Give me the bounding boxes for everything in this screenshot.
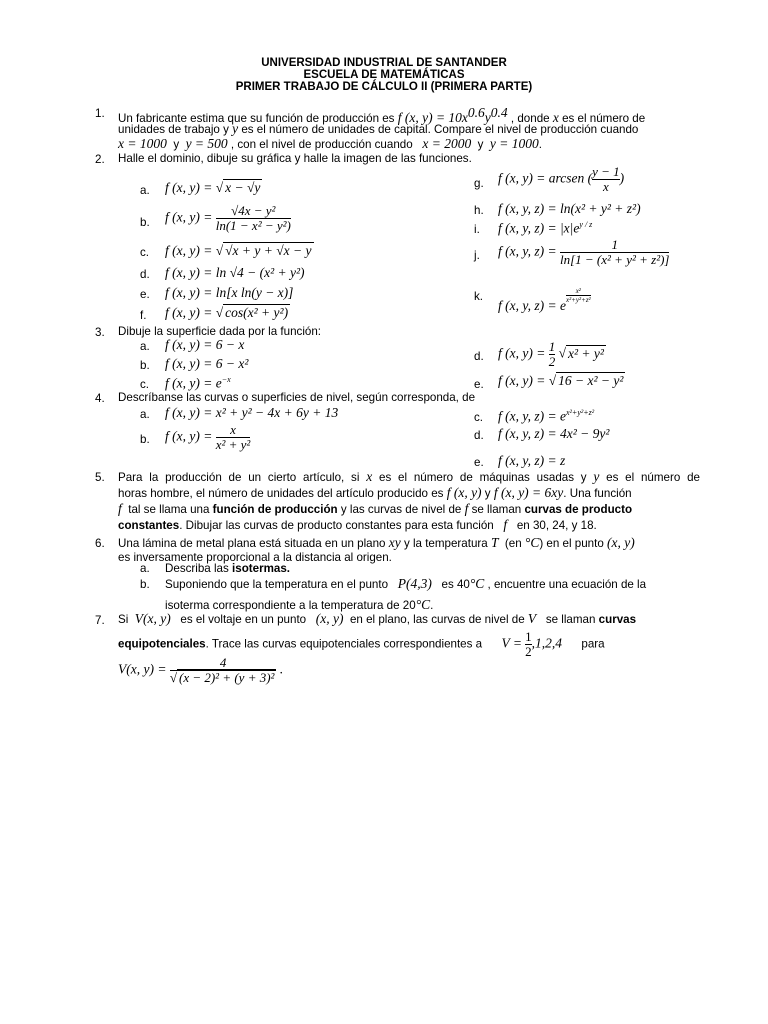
function-4b (165, 423, 250, 452)
lhs: f (x, y) = (165, 180, 213, 195)
text: , con el nivel de producción cuando (230, 138, 413, 151)
label-6b: b. (140, 578, 150, 591)
point: P(4,3) (397, 576, 432, 591)
lhs: f (x, y) = (498, 345, 546, 361)
denominator: ln(1 − x² − y²) (215, 218, 291, 233)
document-title: PRIMER TRABAJO DE CÁLCULO II (PRIMERA PARTE) (235, 81, 533, 93)
text: horas hombre, el número de unidades del artículo producido es (118, 487, 444, 500)
label-3c: c. (140, 378, 150, 391)
function-2h: f (x, y, z) = ln(x² + y² + z²) (498, 201, 641, 216)
math: (x, y) (315, 611, 344, 626)
lhs: f (x, y, z) = e (498, 408, 566, 424)
text: se llaman (545, 613, 596, 626)
label-2e: e. (140, 288, 150, 301)
text: isoterma correspondiente a la temperatura de 20 (165, 599, 416, 612)
math: V(x, y) (134, 611, 171, 626)
label-3e: e. (474, 378, 484, 391)
text: es el número de (562, 111, 646, 125)
bold-term: curvas (598, 613, 637, 626)
text: para (581, 637, 605, 651)
numerator: √4x − y² (231, 203, 276, 218)
label-2d: d. (140, 268, 150, 281)
problem-6-line-1 (118, 536, 700, 551)
text: y (173, 138, 180, 151)
radicand: (x − 2)² + (y + 3)² (178, 670, 275, 685)
label-3b: b. (140, 359, 150, 372)
exponent: 0.4 (490, 105, 508, 120)
problem-6-line-2: es inversamente proporcional a la distancia al origen. (118, 551, 392, 564)
exponent: x²+y²+z² (565, 408, 595, 417)
var-y: y (232, 121, 239, 136)
voltage-function (118, 656, 283, 685)
text: en 30, 24, y 18. (516, 519, 597, 532)
text: . (538, 138, 542, 151)
var: f (118, 501, 122, 516)
text: es el voltaje en un punto (180, 613, 307, 626)
text: . Trace las curvas equipotenciales correspondientes a (205, 637, 483, 651)
problem-5-line-1 (118, 470, 700, 485)
text: . (430, 599, 434, 612)
numerator: x² (575, 287, 581, 295)
bold-term: equipotenciales (118, 637, 206, 651)
text: . Dibujar las curvas de producto constantes para esta función (179, 519, 494, 532)
production-function: f (x, y) = 10x (397, 109, 468, 125)
radicand: cos(x² + y²) (225, 305, 289, 320)
label-2c: c. (140, 246, 150, 259)
math: y = 1000 (489, 136, 539, 151)
unit: °C (524, 535, 540, 550)
problem-2-text: Halle el dominio, dibuje su gráfica y halle la imagen de las funciones. (118, 152, 472, 165)
var-y: y (484, 109, 491, 125)
var: y (593, 469, 600, 484)
problem-7-line-1 (118, 612, 700, 627)
item-6b-line-2 (165, 597, 433, 613)
item-6a (165, 562, 290, 575)
problem-5-number: 5. (95, 471, 105, 484)
text: , donde (510, 111, 550, 125)
label-2h: h. (474, 204, 484, 217)
fraction (216, 423, 251, 452)
fraction (216, 204, 291, 233)
problem-7-line-2 (118, 630, 700, 659)
label-4e: e. (474, 456, 484, 469)
text: y (484, 487, 491, 500)
function-3a: f (x, y) = 6 − x (165, 337, 245, 352)
label-4a: a. (140, 408, 150, 421)
function-4a: f (x, y) = x² + y² − 4x + 6y + 13 (165, 405, 339, 420)
item-6b-line-1 (165, 576, 699, 592)
bold-term: curvas de producto (524, 503, 633, 516)
problem-7-number: 7. (95, 614, 105, 627)
numerator: 4 (219, 655, 227, 670)
text: es el número de máquinas usadas y (379, 471, 587, 484)
function-2d: f (x, y) = ln √4 − (x² + y²) (165, 265, 305, 280)
lhs: f (x, y) = (165, 243, 213, 258)
problem-1-number: 1. (95, 107, 105, 120)
text: (en (504, 537, 522, 550)
denominator: x² + y² (215, 437, 251, 452)
text: . (279, 661, 284, 677)
text: Para la producción de un cierto artículo, si (118, 471, 360, 484)
bold-term: función de producción (212, 503, 338, 516)
function-4d: f (x, y, z) = 4x² − 9y² (498, 426, 610, 441)
text: y las curvas de nivel de (340, 503, 462, 516)
lhs: f (x, y) = arcsen (498, 170, 585, 186)
text: Una lámina de metal plana está situada en un plano (118, 537, 386, 550)
var: V (527, 611, 537, 626)
fraction (170, 656, 277, 685)
function-2e: f (x, y) = ln[x ln(y − x)] (165, 285, 294, 300)
function-2a: f (x, y) = √ x − √y (165, 180, 261, 195)
var-x: x (552, 109, 559, 125)
denominator: x²+y²+z² (565, 296, 591, 304)
label-2a: a. (140, 184, 150, 197)
exponent: 0.6 (467, 105, 485, 120)
lhs: f (x, y) = (165, 428, 213, 444)
text: Suponiendo que la temperatura en el punto (165, 578, 389, 591)
denominator: 2 (548, 354, 556, 369)
function-2g: f (x, y) = arcsen ( $\frac{y - 1}{x}$ ) (498, 164, 625, 194)
text: y la temperatura (403, 537, 488, 550)
function-3d: f (x, y) = $\frac{1}{2}$ √ x² + y² (498, 339, 604, 369)
problem-5-line-3 (118, 502, 700, 517)
text: y (477, 138, 484, 151)
radicand: x − √y (225, 180, 261, 195)
problem-4-number: 4. (95, 392, 105, 405)
denominator: x (592, 179, 620, 194)
lhs: f (x, y, z) = |x|e (498, 220, 580, 236)
exponent: −x (221, 375, 231, 384)
text: unidades de trabajo y (118, 123, 229, 136)
numerator: 1 (525, 629, 532, 644)
label-2b: b. (140, 216, 150, 229)
lhs: f (x, y) = e (165, 375, 222, 391)
lhs: f (x, y, z) = (498, 243, 557, 259)
numerator: x (230, 422, 236, 437)
function-2k (498, 287, 591, 314)
var: f (503, 517, 508, 532)
school-title: ESCUELA DE MATEMÁTICAS (303, 69, 465, 81)
function-2f: f (x, y) = √ cos(x² + y²) (165, 305, 289, 320)
function-2c: f (x, y) = √ √x + y + √x − y (165, 243, 312, 258)
lhs: f (x, y) = (165, 209, 213, 225)
text: es el número de unidades de capital. Compare el nivel de producción cuando (241, 123, 639, 136)
label-2g: g. (474, 177, 484, 190)
function-4c (498, 408, 594, 425)
radicand: x² + y² (568, 345, 604, 361)
fraction (592, 165, 620, 194)
numerator: 1 (611, 237, 618, 252)
label-6a: a. (140, 562, 150, 575)
function-2i (498, 220, 592, 237)
var: xy (388, 535, 401, 550)
unit: °C (415, 597, 431, 612)
function-3b: f (x, y) = 6 − x² (165, 356, 249, 371)
problem-1-line-3 (118, 137, 700, 152)
function-4e: f (x, y, z) = z (498, 453, 566, 468)
label-4c: c. (474, 411, 484, 424)
math: f (x, y) = 6xy (493, 485, 564, 500)
text: Un fabricante estima que su función de producción es (118, 111, 395, 125)
problem-2-number: 2. (95, 153, 105, 166)
radicand: √x + y + √x − y (225, 243, 312, 258)
numerator: 1 (548, 339, 556, 354)
lhs: f (x, y) = (165, 305, 213, 320)
math: f (x, y) (446, 485, 482, 500)
function-3e: f (x, y) = √ 16 − x² − y² (498, 373, 624, 388)
math: x = 2000 (422, 136, 472, 151)
fraction (549, 340, 556, 369)
label-2i: i. (474, 223, 480, 236)
denominator: ln[1 − (x² + y² + z²)] (559, 252, 670, 267)
problem-1-line-2 (118, 122, 700, 137)
problem-6-number: 6. (95, 537, 105, 550)
radicand: 16 − x² − y² (558, 373, 624, 388)
denominator: 2 (525, 644, 532, 659)
var: x (366, 469, 373, 484)
problem-5-line-4 (118, 518, 700, 533)
math: y = 500 (185, 136, 228, 151)
institution-title: UNIVERSIDAD INDUSTRIAL DE SANTANDER (261, 57, 507, 69)
problem-5-line-2 (118, 486, 700, 501)
label-3d: d. (474, 350, 484, 363)
var: T (490, 535, 499, 550)
exponent-fraction (566, 287, 591, 304)
text: es 40 (441, 578, 470, 591)
text: tal se llama una (128, 503, 210, 516)
problem-3-number: 3. (95, 326, 105, 339)
text: , encuentre una ecuación de la (487, 578, 647, 591)
bold-term: isotermas. (232, 562, 291, 575)
text: es el número de (606, 471, 700, 484)
exponent: y / z (579, 220, 593, 229)
lhs: f (x, y) = (498, 373, 546, 388)
problem-4-text: Descríbanse las curvas o superficies de nivel, según corresponda, de (118, 391, 476, 404)
label-2j: j. (474, 249, 480, 262)
label-2k: k. (474, 290, 484, 303)
math: (x, y) (607, 535, 635, 550)
math: x = 1000 (118, 136, 167, 151)
math: V = (501, 635, 522, 651)
text: Si (118, 613, 129, 626)
text: ) en el punto (539, 537, 604, 550)
denominator: √ (x − 2)² + (y + 3)² (169, 670, 275, 685)
function-2b (165, 204, 291, 233)
var: f (464, 501, 469, 516)
label-3a: a. (140, 340, 150, 353)
fraction (560, 238, 670, 267)
lhs: f (x, y, z) = e (498, 298, 566, 313)
text: . Una función (563, 487, 632, 500)
function-3c (165, 375, 231, 392)
label-4b: b. (140, 433, 150, 446)
lhs: V(x, y) = (118, 661, 167, 677)
bold-term: constantes (118, 519, 180, 532)
text: Describa las (165, 562, 229, 575)
function-2j (498, 238, 669, 267)
label-4d: d. (474, 429, 484, 442)
text: en el plano, las curvas de nivel de (349, 613, 525, 626)
problem-3-text: Dibuje la superficie dada por la función: (118, 325, 322, 338)
label-2f: f. (140, 309, 147, 322)
numerator: y − 1 (592, 164, 620, 179)
text: se llaman (471, 503, 522, 516)
unit: °C (469, 576, 485, 591)
values: ,1,2,4 (531, 635, 563, 651)
